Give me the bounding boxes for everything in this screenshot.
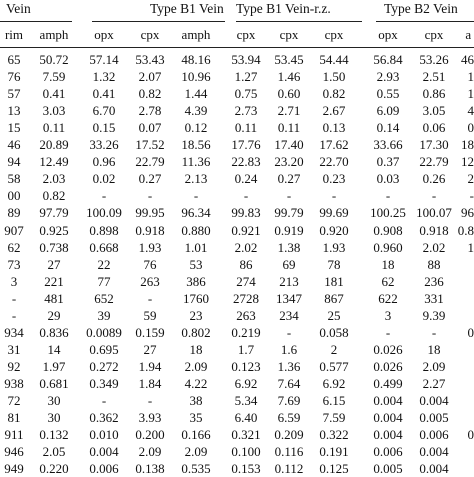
table-cell: 99.69 [319, 205, 348, 221]
table-cell: 236 [424, 274, 444, 290]
table-cell: 0.026 [373, 342, 402, 358]
subheader-cpx: cpx [237, 27, 256, 43]
table-cell: 0.27 [139, 171, 162, 187]
table-cell: 0.55 [377, 86, 400, 102]
table-cell: 946 [4, 444, 24, 460]
table-cell: 0.681 [39, 376, 68, 392]
table-cell: 6.70 [93, 103, 116, 119]
table-cell: 1.94 [139, 359, 162, 375]
table-cell: 0.898 [89, 223, 118, 239]
table-cell: 0.209 [274, 427, 303, 443]
table-cell: 0.006 [419, 427, 448, 443]
header-rule [0, 47, 474, 48]
table-cell: 0 [468, 427, 474, 443]
table-cell: - [148, 393, 152, 409]
table-cell: 0.322 [319, 427, 348, 443]
table-cell: - [432, 188, 436, 204]
table-cell: 0.07 [139, 120, 162, 136]
table-cell: 15 [8, 120, 21, 136]
table-cell: 0.006 [89, 461, 118, 477]
table-cell: 0.005 [419, 410, 448, 426]
table-cell: 4 [468, 103, 474, 119]
table-cell: 0.272 [89, 359, 118, 375]
table-cell: 4.39 [185, 103, 208, 119]
table-cell: 1.7 [238, 342, 254, 358]
subheader-amph-clipped: a [465, 27, 471, 43]
table-cell: 0.06 [423, 120, 446, 136]
table-cell: 0.02 [93, 171, 116, 187]
table-cell: 17.62 [319, 137, 348, 153]
table-cell: 1.93 [323, 240, 346, 256]
table-cell: 1.44 [185, 86, 208, 102]
table-cell: 39 [98, 308, 111, 324]
table-cell: 2.78 [139, 103, 162, 119]
table-cell: 96 [461, 205, 474, 221]
table-cell: 0.112 [275, 461, 304, 477]
table-cell: 50.72 [39, 52, 68, 68]
table-cell: 2 [468, 171, 474, 187]
table-cell: 17.52 [135, 137, 164, 153]
table-cell: 0.125 [319, 461, 348, 477]
table-cell: 72 [8, 393, 21, 409]
table-cell: 0.123 [231, 359, 260, 375]
table-cell: 0.219 [231, 325, 260, 341]
table-cell: 12 [461, 154, 474, 170]
table-cell: - [386, 188, 390, 204]
table-cell: 0.802 [181, 325, 210, 341]
table-cell: 0 [468, 325, 474, 341]
table-cell: 1.36 [278, 359, 301, 375]
table-cell: 0.37 [377, 154, 400, 170]
table-cell: 1.46 [278, 69, 301, 85]
table-cell: 0.577 [319, 359, 348, 375]
table-cell: 2.05 [43, 444, 66, 460]
table-cell: 1347 [276, 291, 302, 307]
table-cell: 7.69 [278, 393, 301, 409]
table-cell: 0.695 [89, 342, 118, 358]
table-cell: 0.738 [39, 240, 68, 256]
table-cell: 0.159 [135, 325, 164, 341]
table-cell: 2.27 [423, 376, 446, 392]
table-cell: 86 [240, 257, 253, 273]
table-cell: - [102, 393, 106, 409]
group-header-vein: Vein [6, 0, 31, 18]
table-cell: 0.349 [89, 376, 118, 392]
table-cell: 867 [324, 291, 344, 307]
table-cell: 0.200 [135, 427, 164, 443]
table-cell: 1 [468, 86, 474, 102]
table-cell: 27 [144, 342, 157, 358]
table-cell: 25 [328, 308, 341, 324]
table-cell: - [244, 188, 248, 204]
table-cell: 907 [4, 223, 24, 239]
table-cell: - [432, 325, 436, 341]
table-cell: 92 [8, 359, 21, 375]
group-underline-type-b1-vein-rz [236, 21, 362, 22]
table-cell: 53.94 [231, 52, 260, 68]
table-cell: 2.13 [185, 171, 208, 187]
table-cell: 6.15 [323, 393, 346, 409]
table-cell: 96.34 [181, 205, 210, 221]
table-cell: 46 [461, 52, 474, 68]
table-cell: 0.27 [278, 171, 301, 187]
table-cell: 263 [236, 308, 256, 324]
table-cell: 0.41 [43, 86, 66, 102]
table-cell: 652 [94, 291, 114, 307]
table-cell: 2.93 [377, 69, 400, 85]
table-cell: 53 [190, 257, 203, 273]
table-cell: 0.11 [278, 120, 300, 136]
table-cell: 0.13 [323, 120, 346, 136]
subheader-cpx: cpx [425, 27, 444, 43]
table-cell: 2.09 [423, 359, 446, 375]
table-cell: 62 [382, 274, 395, 290]
table-cell: 17.40 [274, 137, 303, 153]
table-cell: 622 [378, 291, 398, 307]
table-cell: 2.02 [235, 240, 258, 256]
table-cell: 17.30 [419, 137, 448, 153]
table-cell: 89 [8, 205, 21, 221]
table-cell: 0.116 [275, 444, 304, 460]
table-cell: 2.71 [278, 103, 301, 119]
table-cell: 0.12 [185, 120, 208, 136]
table-cell: 3.03 [43, 103, 66, 119]
table-cell: 22.79 [135, 154, 164, 170]
table-cell: 99.79 [274, 205, 303, 221]
table-cell: 13 [8, 103, 21, 119]
table-cell: 58 [8, 171, 21, 187]
table-cell: 100.25 [370, 205, 406, 221]
table-cell: 0.918 [135, 223, 164, 239]
table-cell: - [148, 291, 152, 307]
table-cell: 0.191 [319, 444, 348, 460]
table-cell: 2.03 [43, 171, 66, 187]
table-cell: 5.34 [235, 393, 258, 409]
subheader-cpx: cpx [280, 27, 299, 43]
table-cell: 33.66 [373, 137, 402, 153]
table-cell: 1.6 [281, 342, 297, 358]
table-cell: 938 [4, 376, 24, 392]
table-cell: 386 [186, 274, 206, 290]
table-cell: 0.153 [231, 461, 260, 477]
table-cell: 0.96 [93, 154, 116, 170]
table-cell: 0.004 [373, 427, 402, 443]
table-cell: 48.16 [181, 52, 210, 68]
table-cell: 331 [424, 291, 444, 307]
table-cell: 1.93 [139, 240, 162, 256]
table-cell: 22.79 [419, 154, 448, 170]
table-cell: 0.010 [89, 427, 118, 443]
group-underline-type-b2-vein [376, 21, 474, 22]
table-cell: 46 [8, 137, 21, 153]
table-cell: 0.82 [323, 86, 346, 102]
table-cell: 53.26 [419, 52, 448, 68]
table-cell: 73 [8, 257, 21, 273]
table-cell: 0.499 [373, 376, 402, 392]
table-cell: 2.07 [139, 69, 162, 85]
table-cell: 234 [279, 308, 299, 324]
table-cell: 35 [190, 410, 203, 426]
table-cell: - [386, 325, 390, 341]
table-cell: 18 [190, 342, 203, 358]
table-cell: 0.220 [39, 461, 68, 477]
table-cell: 3.93 [139, 410, 162, 426]
subheader-amph: amph [40, 27, 69, 43]
subheader-cpx: cpx [141, 27, 160, 43]
table-cell: 0.920 [319, 223, 348, 239]
table-cell: 0.004 [373, 393, 402, 409]
table-cell: 0.166 [181, 427, 210, 443]
table-cell: 0.0089 [86, 325, 122, 341]
table-cell: 78 [328, 257, 341, 273]
table-cell: 0.138 [135, 461, 164, 477]
table-cell: 1760 [183, 291, 209, 307]
subheader-amph: amph [182, 27, 211, 43]
table-cell: - [470, 188, 474, 204]
table-cell: 1 [468, 240, 474, 256]
table-cell: 3.05 [423, 103, 446, 119]
table-cell: 18 [382, 257, 395, 273]
table-cell: 0.11 [43, 120, 65, 136]
table-cell: 0.321 [231, 427, 260, 443]
table-cell: 59 [144, 308, 157, 324]
table-cell: 31 [8, 342, 21, 358]
table-cell: 4.22 [185, 376, 208, 392]
table-cell: 53.43 [135, 52, 164, 68]
table-cell: 65 [8, 52, 21, 68]
table-cell: 6.92 [235, 376, 258, 392]
table-cell: 54.44 [319, 52, 348, 68]
table-cell: 1.01 [185, 240, 208, 256]
table-cell: 22.83 [231, 154, 260, 170]
table-cell: 57 [8, 86, 21, 102]
group-header-type-b1-vein: Type B1 Vein [150, 0, 224, 18]
table-cell: - [102, 188, 106, 204]
table-cell: 7.64 [278, 376, 301, 392]
table-cell: 0.908 [373, 223, 402, 239]
table-cell: 23 [190, 308, 203, 324]
table-cell: 62 [8, 240, 21, 256]
table-cell: 18 [428, 342, 441, 358]
table-cell: 1.32 [93, 69, 116, 85]
subheader-rim: rim [5, 27, 23, 43]
subheader-opx: opx [378, 27, 398, 43]
table-cell: 3 [385, 308, 392, 324]
table-cell: 27 [48, 257, 61, 273]
table-cell: 0.004 [373, 410, 402, 426]
table-cell: 0.24 [235, 171, 258, 187]
table-cell: 2.02 [423, 240, 446, 256]
table-cell: 0.82 [43, 188, 66, 204]
table-cell: 0.11 [235, 120, 257, 136]
table-cell: 1.38 [278, 240, 301, 256]
table-cell: 0.14 [377, 120, 400, 136]
subheader-cpx: cpx [325, 27, 344, 43]
table-cell: 0.668 [89, 240, 118, 256]
table-cell: 56.84 [373, 52, 402, 68]
table-cell: 213 [279, 274, 299, 290]
table-cell: 0.918 [419, 223, 448, 239]
table-cell: 1.27 [235, 69, 258, 85]
table-cell: 0.836 [39, 325, 68, 341]
table-cell: 18.56 [181, 137, 210, 153]
table-cell: 2.51 [423, 69, 446, 85]
table-cell: 7.59 [43, 69, 66, 85]
table-cell: 0.919 [274, 223, 303, 239]
table-cell: 0.26 [423, 171, 446, 187]
table-cell: 6.09 [377, 103, 400, 119]
table-cell: 77 [98, 274, 111, 290]
table-cell: 57.14 [89, 52, 118, 68]
group-header-type-b1-vein-rz: Type B1 Vein-r.z. [236, 0, 331, 18]
table-cell: 0.005 [373, 461, 402, 477]
table-cell: 949 [4, 461, 24, 477]
table-cell: 0.960 [373, 240, 402, 256]
table-cell: 0 [468, 120, 474, 136]
table-cell: 76 [144, 257, 157, 273]
table-cell: 934 [4, 325, 24, 341]
table-cell: 481 [44, 291, 64, 307]
table-cell: 0.8 [458, 223, 474, 239]
table-cell: 0.004 [419, 461, 448, 477]
table-cell: 0.15 [93, 120, 116, 136]
table-cell: 00 [8, 188, 21, 204]
table-cell: 6.59 [278, 410, 301, 426]
table-cell: 2.73 [235, 103, 258, 119]
table-cell: 0.362 [89, 410, 118, 426]
table-cell: 3 [11, 274, 18, 290]
table-cell: 0.004 [419, 393, 448, 409]
table-cell: 10.96 [181, 69, 210, 85]
table-cell: 11.36 [182, 154, 211, 170]
table-cell: 7.59 [323, 410, 346, 426]
table-cell: 1.84 [139, 376, 162, 392]
group-underline-type-b1-vein [92, 21, 225, 22]
table-cell: 30 [48, 393, 61, 409]
table-cell: 181 [324, 274, 344, 290]
table-cell: 18 [461, 137, 474, 153]
group-underline-vein [0, 21, 72, 22]
table-cell: 911 [4, 427, 23, 443]
table-cell: 99.95 [135, 205, 164, 221]
table-cell: 274 [236, 274, 256, 290]
table-cell: 0.058 [319, 325, 348, 341]
table-cell: 100.09 [86, 205, 122, 221]
table-cell: 0.132 [39, 427, 68, 443]
table-cell: 0.86 [423, 86, 446, 102]
table-cell: 81 [8, 410, 21, 426]
table-cell: 29 [48, 308, 61, 324]
table-cell: 0.925 [39, 223, 68, 239]
table-cell: 30 [48, 410, 61, 426]
table-cell: 0.004 [419, 444, 448, 460]
table-cell: 263 [140, 274, 160, 290]
table-cell: 1.97 [43, 359, 66, 375]
subheader-opx: opx [94, 27, 114, 43]
table-cell: 9.39 [423, 308, 446, 324]
table-cell: - [287, 325, 291, 341]
table-cell: - [12, 308, 16, 324]
table-cell: 12.49 [39, 154, 68, 170]
table-cell: 22 [98, 257, 111, 273]
table-cell: 2.09 [185, 359, 208, 375]
table-cell: 14 [48, 342, 61, 358]
table-cell: 2 [331, 342, 338, 358]
table-cell: 0.026 [373, 359, 402, 375]
table-cell: 6.40 [235, 410, 258, 426]
table-cell: 0.41 [93, 86, 116, 102]
table-cell: 6.92 [323, 376, 346, 392]
table-cell: 0.75 [235, 86, 258, 102]
table-cell: 2.09 [185, 444, 208, 460]
table-cell: 100.07 [416, 205, 452, 221]
table-cell: 76 [8, 69, 21, 85]
table-cell: 22.70 [319, 154, 348, 170]
table-cell: 0.535 [181, 461, 210, 477]
table-cell: 2.67 [323, 103, 346, 119]
table-cell: - [12, 291, 16, 307]
group-header-type-b2-vein: Type B2 Vein [384, 0, 458, 18]
table-cell: 221 [44, 274, 64, 290]
table-cell: 0.921 [231, 223, 260, 239]
table-cell: 20.89 [39, 137, 68, 153]
table-cell: 0.60 [278, 86, 301, 102]
table-cell: 94 [8, 154, 21, 170]
table-cell: - [332, 188, 336, 204]
table-cell: 0.23 [323, 171, 346, 187]
table-cell: 0.82 [139, 86, 162, 102]
table-cell: 69 [283, 257, 296, 273]
table-cell: 33.26 [89, 137, 118, 153]
table-cell: 17.76 [231, 137, 260, 153]
table-cell: 2.09 [139, 444, 162, 460]
table-cell: 1.50 [323, 69, 346, 85]
table-cell: 53.45 [274, 52, 303, 68]
table-cell: 0.03 [377, 171, 400, 187]
table-cell: 0.880 [181, 223, 210, 239]
table-cell: - [287, 188, 291, 204]
table-cell: 38 [190, 393, 203, 409]
table-cell: 0.006 [373, 444, 402, 460]
table-cell: 0.004 [89, 444, 118, 460]
table-cell: 1 [468, 69, 474, 85]
table-cell: 0.100 [231, 444, 260, 460]
table-cell: - [194, 188, 198, 204]
table-cell: 97.79 [39, 205, 68, 221]
table-cell: 23.20 [274, 154, 303, 170]
table-cell: 88 [428, 257, 441, 273]
table-cell: 99.83 [231, 205, 260, 221]
table-cell: 2728 [233, 291, 259, 307]
table-cell: - [148, 188, 152, 204]
